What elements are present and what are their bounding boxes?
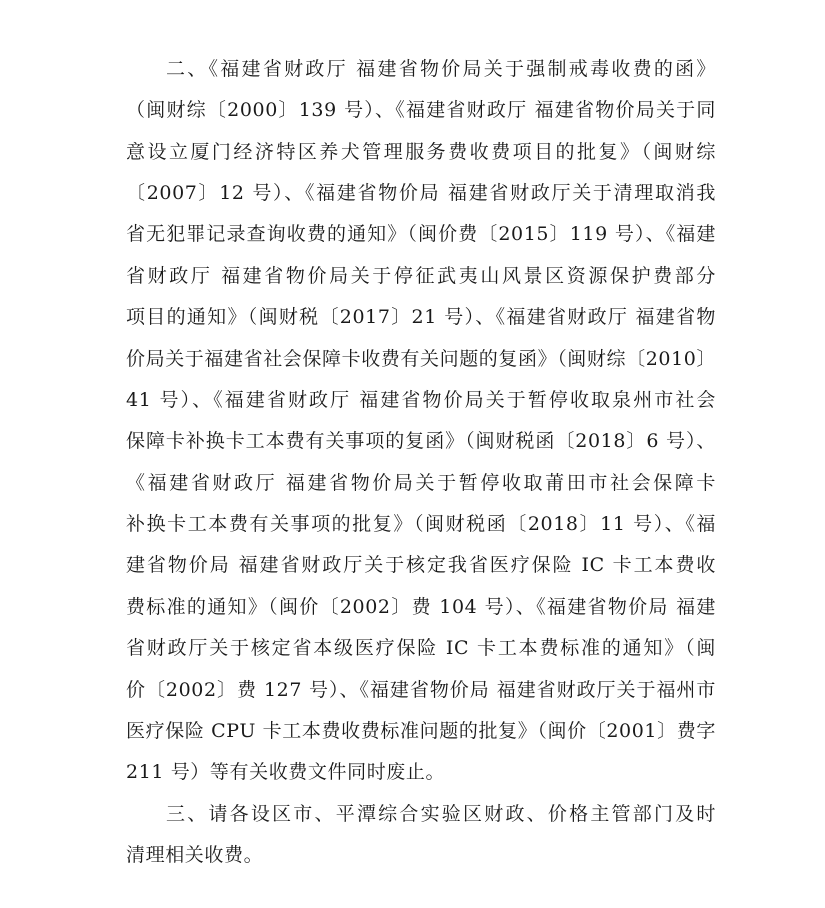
- text-line: 价〔2002〕费 127 号）、《福建省物价局 福建省财政厅关于福州市: [126, 679, 716, 701]
- text-line: 价局关于福建省社会保障卡收费有关问题的复函》（闽财综〔2010〕: [126, 348, 717, 370]
- text-line: 41 号）、《福建省财政厅 福建省物价局关于暂停收取泉州市社会: [126, 389, 716, 411]
- text-line: 补换卡工本费有关事项的批复》（闽财税函〔2018〕11 号）、《福: [126, 513, 716, 535]
- text-line: 清理相关收费。: [126, 844, 264, 866]
- text-line: 211 号）等有关收费文件同时废止。: [126, 761, 446, 783]
- text-line: 意设立厦门经济特区养犬管理服务费收费项目的批复》（闽财综: [126, 141, 716, 163]
- text-line: 费标准的通知》（闽价〔2002〕费 104 号）、《福建省物价局 福建: [126, 596, 716, 618]
- text-line: 省财政厅关于核定省本级医疗保险 IC 卡工本费标准的通知》（闽: [126, 637, 716, 659]
- text-line: 保障卡补换卡工本费有关事项的复函》（闽财税函〔2018〕6 号）、: [126, 430, 716, 452]
- text-line: 项目的通知》（闽财税〔2017〕21 号）、《福建省财政厅 福建省物: [126, 306, 716, 328]
- text-line: 二、《福建省财政厅 福建省物价局关于强制戒毒收费的函》: [166, 58, 716, 80]
- text-line: 医疗保险 CPU 卡工本费收费标准问题的批复》（闽价〔2001〕费字: [126, 720, 716, 742]
- text-line: 省财政厅 福建省物价局关于停征武夷山风景区资源保护费部分: [126, 265, 716, 287]
- text-line: 省无犯罪记录查询收费的通知》（闽价费〔2015〕119 号）、《福建: [126, 223, 716, 245]
- text-line: 三、请各设区市、平潭综合实验区财政、价格主管部门及时: [166, 803, 716, 825]
- text-line: 《福建省财政厅 福建省物价局关于暂停收取莆田市社会保障卡: [126, 472, 716, 494]
- text-line: （闽财综〔2000〕139 号）、《福建省财政厅 福建省物价局关于同: [126, 99, 716, 121]
- text-line: 〔2007〕12 号）、《福建省物价局 福建省财政厅关于清理取消我: [126, 182, 716, 204]
- text-line: 建省物价局 福建省财政厅关于核定我省医疗保险 IC 卡工本费收: [126, 554, 716, 576]
